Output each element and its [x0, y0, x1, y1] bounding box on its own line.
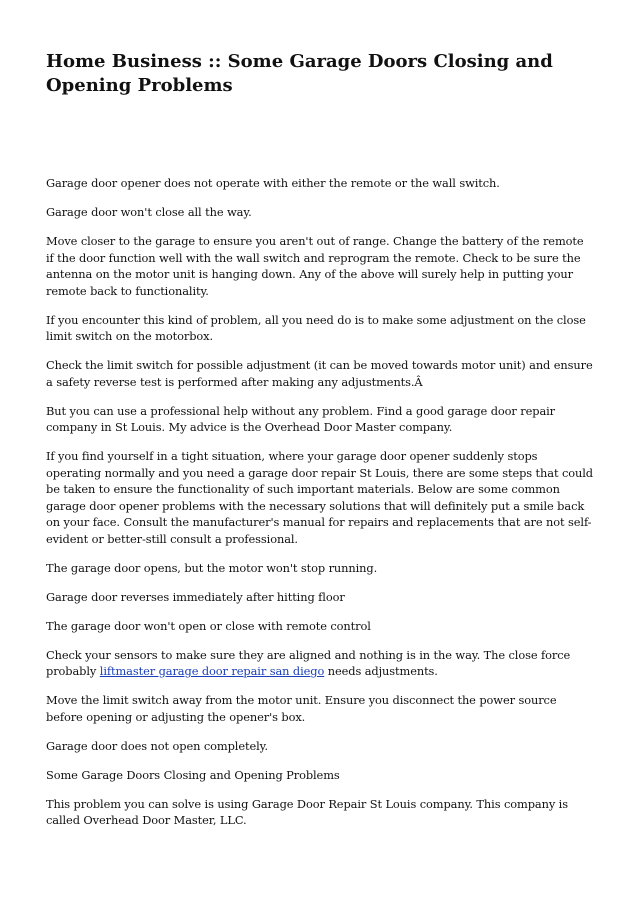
paragraph-7: If you find yourself in a tight situation, where your garage door opener suddenly stops operating normally and you need a garage door repair St Louis, there are some steps that could be taken to ensure the functionality of such important materials. Below are some common garage door opener problems with the necessary solutions that will definitely put a smile back on your face. Consult the manufacturer's manual for repairs and replacements that are not self-evident or better-still consult a professional. — [46, 449, 593, 546]
paragraph-5: Check the limit switch for possible adjustment (it can be moved towards motor unit) and ensure a safety reverse test is performed after making any adjustments.Â — [46, 358, 593, 389]
paragraph-3: Move closer to the garage to ensure you aren't out of range. Change the battery of the remote if the door function well with the wall switch and reprogram the remote. Check to be sure the antenna on the motor unit is hanging down. Any of the above will surely help in putting your remote back to functionality. — [46, 234, 584, 298]
page-title: Home Business :: Some Garage Doors Closing and Opening Problems — [46, 51, 553, 96]
paragraph-6: But you can use a professional help without any problem. Find a good garage door repair company in St Louis. My advice is the Overhead Door Master company. — [46, 403, 556, 434]
paragraph-2: Garage door won't close all the way. — [46, 205, 252, 219]
paragraph-4: If you encounter this kind of problem, all you need do is to make some adjustment on the close limit switch on the motorbox. — [46, 312, 586, 343]
paragraph-11 — [46, 647, 594, 680]
paragraph-12: Move the limit switch away from the motor unit. Ensure you disconnect the power source before opening or adjusting the opener's box. — [46, 693, 557, 724]
paragraph-13: Garage door does not open completely. — [46, 738, 268, 753]
paragraph-14: Some Garage Doors Closing and Opening Problems — [46, 767, 340, 782]
paragraph-10: The garage door won't open or close with remote control — [46, 618, 371, 633]
document-page — [46, 50, 594, 841]
paragraph-15: This problem you can solve is using Garage Door Repair St Louis company. This company is called Overhead Door Master, LLC. — [46, 796, 568, 827]
paragraph-8: The garage door opens, but the motor won't stop running. — [46, 560, 378, 575]
article-body — [46, 175, 594, 829]
liftmaster-repair-link[interactable]: liftmaster garage door repair san diego — [99, 664, 325, 678]
paragraph-11-text-after: needs adjustments. — [324, 664, 438, 678]
paragraph-11-text-before: Check your sensors to make sure they are aligned and nothing is in the way. The close force probably — [46, 647, 571, 678]
paragraph-9: Garage door reverses immediately after hitting floor — [46, 589, 345, 604]
paragraph-1: Garage door opener does not operate with either the remote or the wall switch. — [46, 176, 500, 190]
